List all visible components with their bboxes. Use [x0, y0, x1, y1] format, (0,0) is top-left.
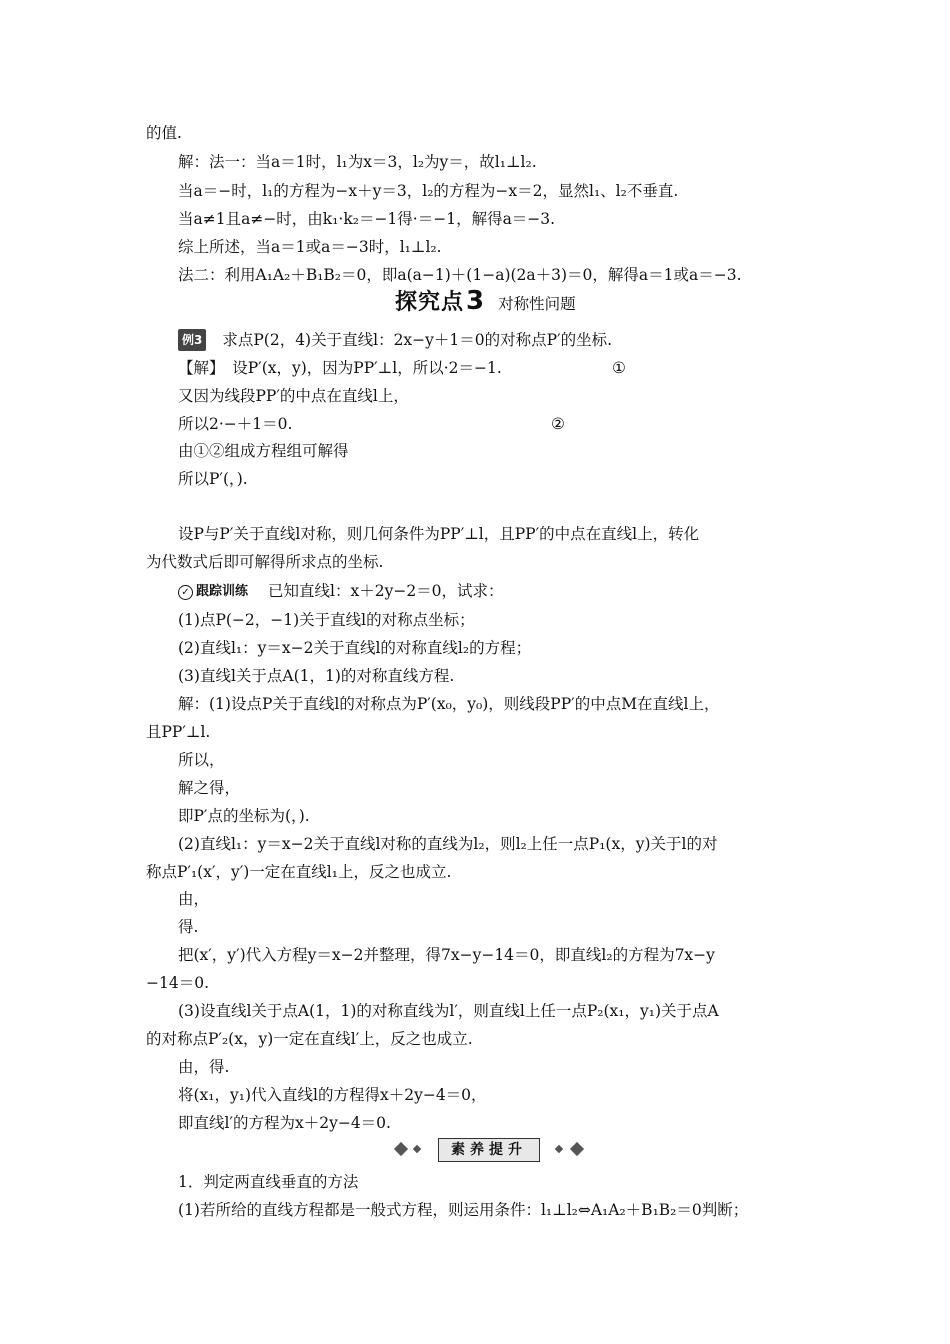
text-line: 得. — [178, 918, 199, 936]
text-line: 把(x′，y′)代入方程y＝x−2并整理，得7x−y−14＝0，即直线l₂的方程为7x−y — [178, 946, 715, 964]
example-badge: 例3 — [178, 329, 206, 351]
text-line: 解：(1)设点P关于直线l的对称点为P′(x₀，y₀)，则线段PP′的中点M在直线l上， — [178, 695, 720, 713]
text-line: (3)直线l关于点A(1，1)的对称直线方程. — [178, 667, 455, 685]
text-line: 所以P′(，). — [178, 470, 248, 488]
text-line: 将(x₁，y₁)代入直线l的方程得x＋2y−4＝0， — [178, 1086, 487, 1104]
text-line: 且PP′⊥l. — [146, 723, 211, 741]
text-line: 法二：利用A₁A₂＋B₁B₂＝0，即a(a−1)＋(1−a)(2a＋3)＝0，解得a＝1或a＝−3. — [178, 266, 742, 284]
text-line: 设P与P′关于直线l对称，则几何条件为PP′⊥l，且PP′的中点在直线l上，转化 — [178, 525, 700, 543]
text-line: 的值. — [146, 124, 182, 142]
text-line: 综上所述，当a＝1或a＝−3时，l₁⊥l₂. — [178, 238, 442, 256]
example-line — [178, 329, 612, 351]
text-line: (2)直线l₁：y＝x−2关于直线l对称的直线为l₂，则l₂上任一点P₁(x，y)关于l的对 — [178, 835, 718, 853]
text-line: 所以， — [178, 751, 225, 769]
diamond-icon — [570, 1142, 584, 1156]
diamond-icon — [413, 1145, 421, 1153]
text-line: 当a＝−时，l₁的方程为−x＋y＝3，l₂的方程为−x＝2，显然l₁、l₂不垂直. — [178, 182, 679, 200]
equation-marker: ① — [612, 359, 626, 377]
text-line: (1)点P(−2，−1)关于直线l的对称点坐标； — [178, 611, 475, 629]
section-title: 探究点 — [395, 290, 465, 315]
track-text: 已知直线l：x＋2y−2＝0，试求： — [268, 582, 504, 600]
section-subtitle: 对称性问题 — [498, 295, 576, 313]
example-text: 求点P(2，4)关于直线l：2x−y＋1＝0的对称点P′的坐标. — [222, 331, 613, 349]
text-line: 即P′点的坐标为(，). — [178, 807, 310, 825]
text-line: 又因为线段PP′的中点在直线l上， — [178, 387, 409, 405]
text-line: 解之得， — [178, 779, 241, 797]
text-line: 所以2·−＋1＝0. — [178, 415, 293, 433]
text-line: 为代数式后即可解得所求点的坐标. — [146, 553, 384, 571]
banner-label: 素养提升 — [438, 1138, 540, 1162]
section-banner — [390, 1138, 600, 1162]
text-line: (2)直线l₁：y＝x−2关于直线l的对称直线l₂的方程； — [178, 639, 532, 657]
text-line: 解：法一：当a＝1时，l₁为x＝3，l₂为y＝，故l₁⊥l₂. — [178, 153, 537, 171]
text-line: 当a≠1且a≠−时，由k₁·k₂＝−1得·＝−1，解得a＝−3. — [178, 210, 556, 228]
text-line: 由， — [178, 890, 210, 908]
text-line: 称点P′₁(x′，y′)一定在直线l₁上，反之也成立. — [146, 863, 452, 881]
text-line: 的对称点P′₂(x，y)一定在直线l′上，反之也成立. — [146, 1030, 473, 1048]
section-heading — [395, 285, 576, 316]
track-badge — [178, 582, 248, 602]
diamond-icon — [555, 1145, 563, 1153]
equation-marker: ② — [551, 415, 565, 433]
text-line: 【解】 设P′(x，y)，因为PP′⊥l，所以·2＝−1. — [178, 359, 502, 377]
check-icon: ✓ — [178, 585, 193, 600]
text-line: 1．判定两直线垂直的方法 — [178, 1173, 359, 1191]
diamond-icon — [394, 1142, 408, 1156]
track-label: 跟踪训练 — [196, 584, 249, 599]
text-line: −14＝0. — [146, 974, 209, 992]
text-line: 由，得. — [178, 1058, 230, 1076]
track-line — [178, 581, 504, 602]
text-line: 由①②组成方程组可解得 — [178, 442, 349, 460]
text-line: 即直线l′的方程为x＋2y−4＝0. — [178, 1114, 391, 1132]
section-number: 3 — [466, 286, 485, 316]
text-line: (3)设直线l关于点A(1，1)的对称直线为l′，则直线l上任一点P₂(x₁，y₁)关于点A — [178, 1002, 719, 1020]
text-line: (1)若所给的直线方程都是一般式方程，则运用条件：l₁⊥l₂⇔A₁A₂＋B₁B₂＝0判断； — [178, 1201, 749, 1219]
